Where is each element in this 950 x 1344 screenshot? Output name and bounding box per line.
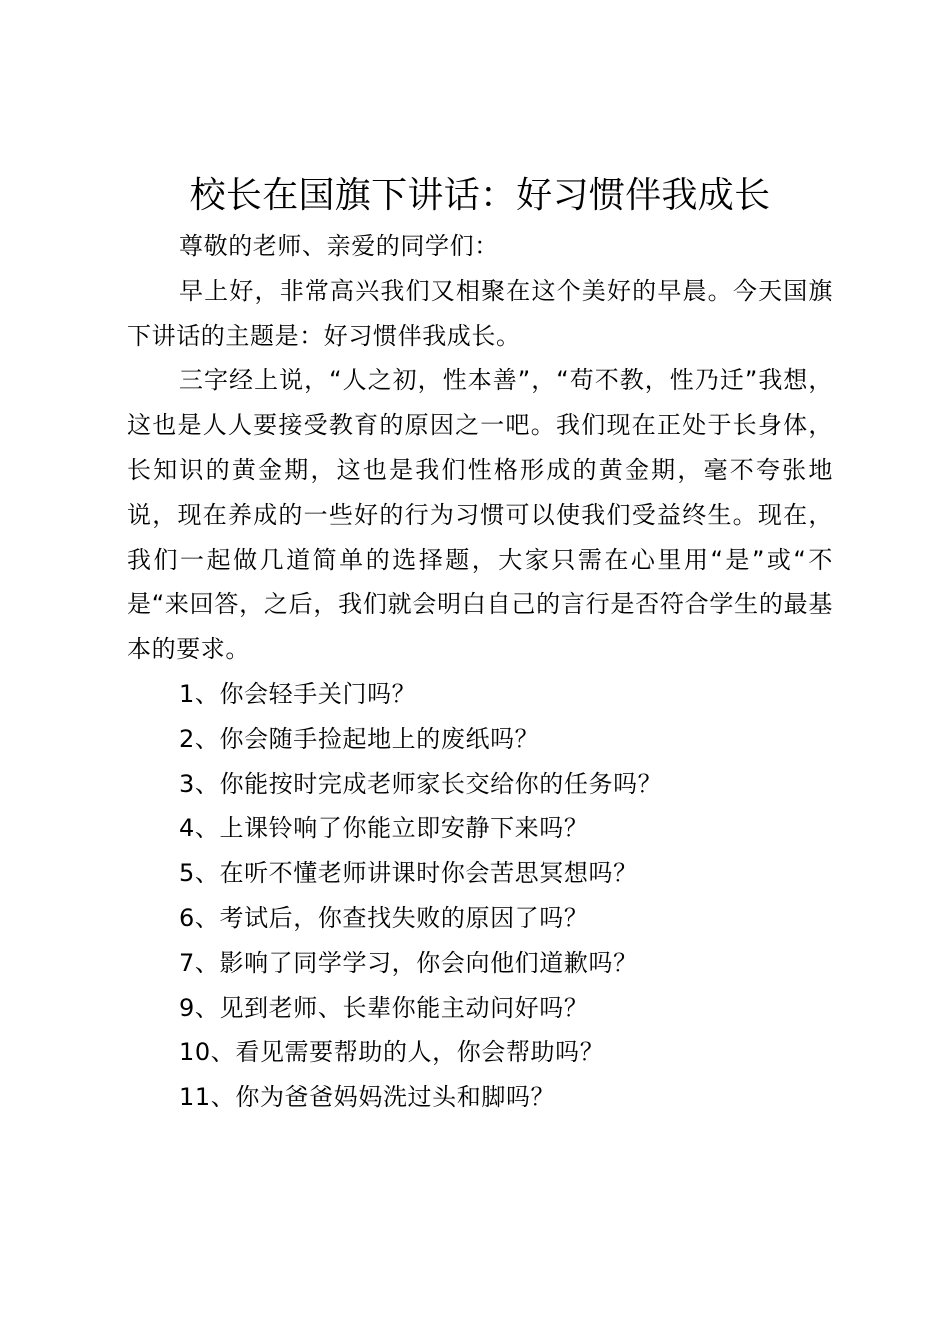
question-item: 5、在听不懂老师讲课时你会苦思冥想吗？	[179, 859, 638, 888]
question-item: 4、上课铃响了你能立即安静下来吗？	[179, 814, 589, 843]
document-body	[127, 224, 833, 1120]
question-item: 7、影响了同学学习，你会向他们道歉吗？	[179, 948, 638, 977]
document-title: 校长在国旗下讲话：好习惯伴我成长	[189, 175, 771, 216]
question-item: 10、看见需要帮助的人，你会帮助吗？	[179, 1038, 605, 1067]
question-list	[127, 672, 833, 1120]
paragraph-opening: 早上好，非常高兴我们又相聚在这个美好的早晨。今天国旗下讲话的主题是：好习惯伴我成长。	[127, 276, 833, 350]
question-item: 3、你能按时完成老师家长交给你的任务吗？	[179, 769, 663, 798]
question-item: 9、见到老师、长辈你能主动问好吗？	[179, 993, 589, 1022]
question-item: 11、你为爸爸妈妈洗过头和脚吗？	[179, 1083, 556, 1112]
question-item: 1、你会轻手关门吗？	[179, 679, 417, 708]
paragraph-main: 三字经上说，“人之初，性本善”，“苟不教，性乃迁”我想，这也是人人要接受教育的原因之一吧。我们现在正处于长身体，长知识的黄金期，这也是我们性格形成的黄金期，毫不夸张地说，现在养成的一些好的行为习惯可以使我们受益终生。现在，我们一起做几道简单的选择题，大家只需在心里用“是”或“不是“来回答，之后，我们就会明白自己的言行是否符合学生的最基本的要求。	[127, 366, 833, 664]
question-item: 2、你会随手捡起地上的废纸吗？	[179, 724, 540, 753]
question-item: 6、考试后，你查找失败的原因了吗？	[179, 903, 589, 932]
greeting-line: 尊敬的老师、亲爱的同学们：	[179, 232, 499, 260]
